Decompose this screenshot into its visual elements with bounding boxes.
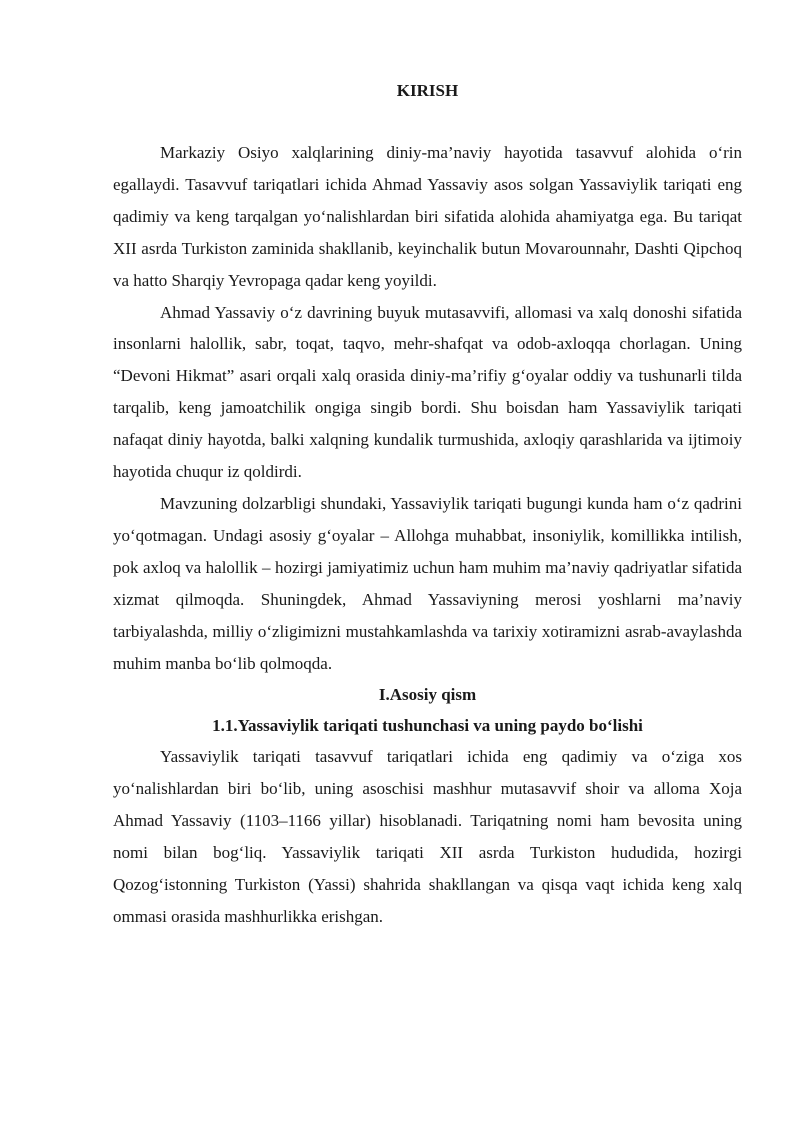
intro-heading: KIRISH (396, 81, 459, 100)
section-paragraph-1: Yassaviylik tariqati tasavvuf tariqatlari ichida eng qadimiy va o‘ziga xos yo‘nalishlardan biri bo‘lib, uning asoschisi mashhur mutasavvif shoir va alloma Xoja Ahmad Yassaviy (1103–1166 yillar) hisoblanadi. Tariqatning nomi ham bevosita uning nomi bilan bog‘liq. Yassaviylik tariqati XII asrda Turkiston hududida, hozirgi Qozog‘istonning Turkiston (Yassi) shahrida shakllangan va qisqa vaqt ichida keng xalq ommasi orasida mashhurlikka erishgan. (113, 747, 742, 926)
intro-paragraph-3: Mavzuning dolzarbligi shundaki, Yassaviylik tariqati bugungi kunda ham o‘z qadrini yo‘qotmagan. Undagi asosiy g‘oyalar – Allohga muhabbat, insoniylik, komillikka intilish, pok axloq va halollik – hozirgi jamiyatimiz uchun ham muhim ma’naviy qadriyatlar sifatida xizmat qilmoqda. Shuningdek, Ahmad Yassaviyning merosi yoshlarni ma’naviy tarbiyalashda, milliy o‘zligimizni mustahkamlashda va tarixiy xotiramizni asrab-avaylashda muhim manba bo‘lib qolmoqda. (113, 493, 742, 673)
intro-paragraph-1: Markaziy Osiyo xalqlarining diniy-ma’naviy hayotida tasavvuf alohida o‘rin egallaydi. Tasavvuf tariqatlari ichida Ahmad Yassaviy asos solgan Yassaviylik tariqati eng qadimiy va keng tarqalgan yo‘nalishlardan biri sifatida alohida ahamiyatga ega. Bu tariqat XII asrda Turkiston zaminida shakllanib, keyinchalik butun Movarounnahr, Dashti Qipchoq va hatto Sharqiy Yevropaga qadar keng yoyildi. (113, 143, 742, 290)
section-heading: 1.1.Yassaviylik tariqati tushunchasi va uning paydo bo‘lishi (212, 716, 643, 736)
intro-paragraph-2: Ahmad Yassaviy o‘z davrining buyuk mutasavvifi, allomasi va xalq donoshi sifatida insonlarni halollik, sabr, toqat, taqvo, mehr-shafqat va odob-axloqqa chorlagan. Uning “Devoni Hikmat” asari orqali xalq orasida diniy-ma’rifiy g‘oyalar oddiy va tushunarli tilda tarqalib, keng jamoatchilik ongiga singib bordi. Shu boisdan ham Yassaviylik tariqati nafaqat diniy hayotda, balki xalqning kundalik turmushida, axloqiy qarashlarida va ijtimoiy hayotida chuqur iz qoldirdi. (113, 302, 742, 482)
part-heading: I.Asosiy qism (378, 685, 477, 705)
document-page (113, 75, 742, 933)
